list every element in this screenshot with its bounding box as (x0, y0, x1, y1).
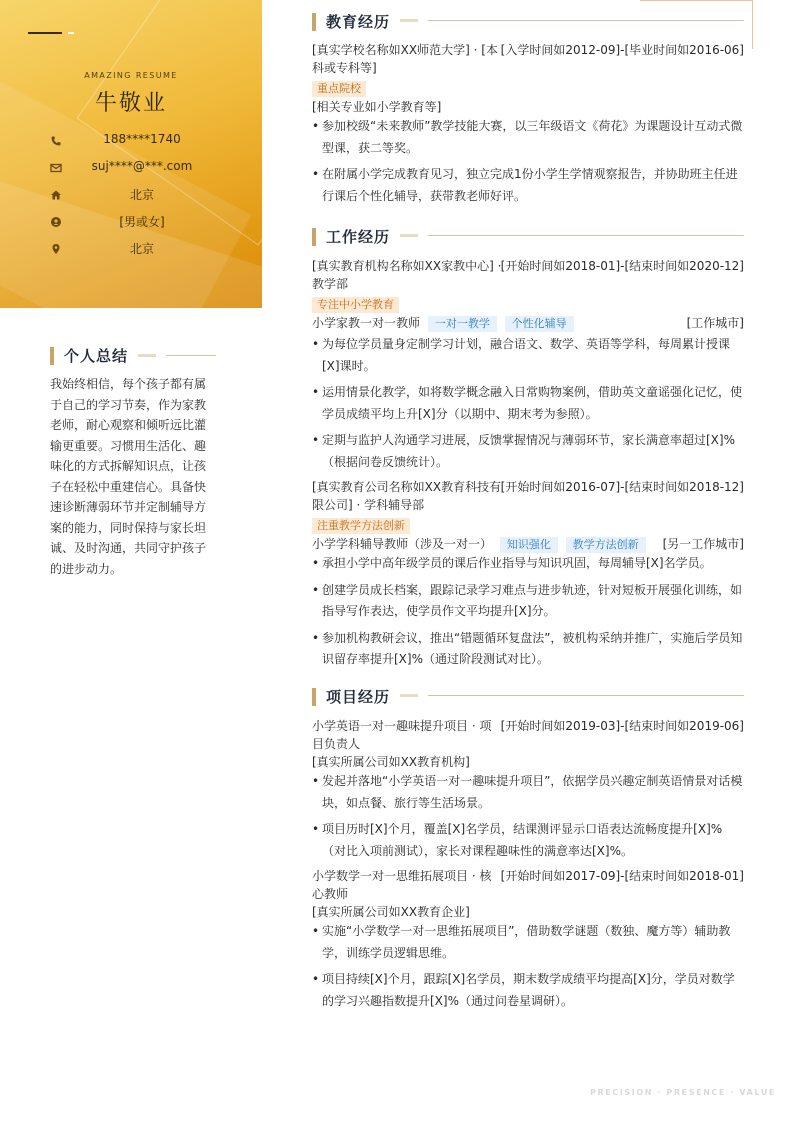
section-header (312, 226, 744, 248)
school-badge: 重点院校 (312, 81, 366, 97)
work-dates: [开始时间如2016-07]-[结束时间如2018-12] (500, 480, 744, 494)
education-dates: [入学时间如2012-09]-[毕业时间如2016-06] (500, 43, 744, 57)
major: [相关专业如小学教育等] (312, 100, 442, 114)
projects-section (312, 686, 744, 1017)
project-dates: [开始时间如2019-03]-[结束时间如2019-06] (500, 719, 744, 733)
contact-gender (50, 213, 230, 233)
work-section (312, 226, 744, 676)
list-item: • 发起并落地“小学英语一对一趣味提升项目”，依据学员兴趣定制英语情景对话模块，如点餐、旅行等生活场景。 (312, 771, 744, 814)
section-title: 工作经历 (326, 228, 391, 246)
work-bullets (312, 553, 744, 671)
skill-chip: 一对一教学 (428, 316, 497, 332)
home-icon (50, 189, 62, 201)
email-value: suj****@***.com (91, 159, 193, 173)
list-item: • 项目持续[X]个月，跟踪[X]名学员，期末数学成绩平均提高[X]分，学员对数学的学习兴趣指数提升[X]%（通过问卷星调研）。 (312, 969, 744, 1012)
company-name: [真实教育机构名称如XX家教中心] · 教学部 (312, 259, 502, 291)
list-item: • 实施“小学数学一对一思维拓展项目”，借助数学谜题（数独、魔方等）辅助教学，训练学员逻辑思维。 (312, 921, 744, 964)
location-value: 北京 (129, 242, 154, 256)
contact-hometown (50, 186, 230, 206)
footer-tagline: PRECISION · PRESENCE · VALUE (590, 1088, 776, 1097)
list-item: • 在附属小学完成教育见习，独立完成1份小学生学情观察报告，并协助班主任进行课后个性化辅导，获带教老师好评。 (312, 164, 744, 207)
project-name: 小学数学一对一思维拓展项目 · 核心教师 (312, 869, 492, 901)
phone-value: 188****1740 (103, 132, 181, 146)
summary-text: 我始终相信，每个孩子都有属于自己的学习节奏，作为家教老师，耐心观察和倾听远比灌输更重要。习惯用生活化、趣味化的方式拆解知识点，让孩子在轻松中重建信心。具备快速诊断薄弱环节并定制辅导方案的能力，同时保持与家长坦诚、及时沟通，共同守护孩子的进步动力。 (50, 377, 207, 576)
work-city: [另一工作城市] (662, 537, 744, 551)
work-entry-header (312, 257, 744, 293)
candidate-name: 牛敬业 (94, 91, 167, 116)
profile-card (0, 0, 262, 308)
project-entry-header (312, 867, 744, 903)
section-header (312, 686, 744, 708)
work-city: [工作城市] (686, 316, 744, 330)
list-item: • 承担小学中高年级学员的课后作业指导与知识巩固，每周辅导[X]名学员。 (312, 553, 744, 575)
work-badge: 注重教学方法创新 (312, 518, 410, 534)
gender-value: [男或女] (119, 215, 165, 229)
hometown-value: 北京 (129, 188, 154, 202)
work-dates: [开始时间如2018-01]-[结束时间如2020-12] (500, 259, 744, 273)
work-bullets (312, 334, 744, 473)
work-badge: 专注中小学教育 (312, 297, 399, 313)
contact-email (50, 159, 230, 179)
summary-header (50, 345, 215, 367)
section-title: 教育经历 (326, 13, 391, 31)
project-entry-header (312, 717, 744, 753)
school-name: [真实学校名称如XX师范大学] · [本科或专科等] (312, 43, 498, 75)
contact-location (50, 240, 230, 260)
project-org: [真实所属公司如XX教育企业] (312, 905, 470, 919)
work-entry-header (312, 478, 744, 514)
section-title: 个人总结 (64, 347, 129, 365)
skill-chip: 个性化辅导 (505, 316, 574, 332)
skill-chip: 知识强化 (500, 537, 558, 553)
tagline: AMAZING RESUME (84, 71, 178, 80)
section-accent-bar (50, 347, 54, 365)
mail-icon (50, 162, 62, 174)
section-accent-bar (312, 13, 316, 31)
list-item: • 创建学员成长档案，跟踪记录学习难点与进步轨迹，针对短板开展强化训练，如指导写作表达，使学员作文平均提升[X]分。 (312, 580, 744, 623)
list-item: • 运用情景化教学，如将数学概念融入日常购物案例，借助英文童谣强化记忆，使学员成绩平均上升[X]分（以期中、期末考为参照）。 (312, 382, 744, 425)
project-org: [真实所属公司如XX教育机构] (312, 755, 470, 769)
section-accent-bar (312, 688, 316, 706)
person-circle-icon (50, 216, 62, 228)
list-item: • 参加机构教研会议，推出“错题循环复盘法”，被机构采纳并推广，实施后学员知识留存率提升[X]%（通过阶段测试对比）。 (312, 628, 744, 671)
phone-icon (50, 135, 62, 147)
list-item: • 项目历时[X]个月，覆盖[X]名学员，结课测评显示口语表达流畅度提升[X]%（对比入项前测试），家长对课程趣味性的满意率达[X]%。 (312, 819, 744, 862)
location-pin-icon (50, 243, 62, 255)
section-header (312, 11, 744, 33)
role-line (312, 535, 744, 553)
decor-bar-small (68, 32, 74, 34)
project-bullets (312, 921, 744, 1012)
list-item: • 为每位学员量身定制学习计划，融合语文、数学、英语等学科，每周累计授课[X]课时。 (312, 334, 744, 377)
role-line (312, 314, 744, 332)
company-name: [真实教育公司名称如XX教育科技有限公司] · 学科辅导部 (312, 480, 502, 512)
section-title: 项目经历 (326, 688, 391, 706)
role-title: 小学家教一对一教师 (312, 316, 421, 330)
project-name: 小学英语一对一趣味提升项目 · 项目负责人 (312, 719, 492, 751)
skill-chip: 教学方法创新 (566, 537, 646, 553)
project-dates: [开始时间如2017-09]-[结束时间如2018-01] (500, 869, 744, 883)
role-title: 小学学科辅导教师（涉及一对一） (312, 537, 493, 551)
education-section (312, 11, 744, 212)
list-item: • 定期与监护人沟通学习进展，反馈掌握情况与薄弱环节，家长满意率超过[X]%（根据问卷反馈统计）。 (312, 430, 744, 473)
contact-phone (50, 132, 230, 152)
education-entry-header (312, 41, 744, 77)
list-item: • 参加校级“未来教师”教学技能大赛，以三年级语文《荷花》为课题设计互动式微型课，获二等奖。 (312, 116, 744, 159)
education-bullets (312, 116, 744, 207)
decor-bar (28, 32, 62, 34)
project-bullets (312, 771, 744, 862)
section-accent-bar (312, 228, 316, 246)
